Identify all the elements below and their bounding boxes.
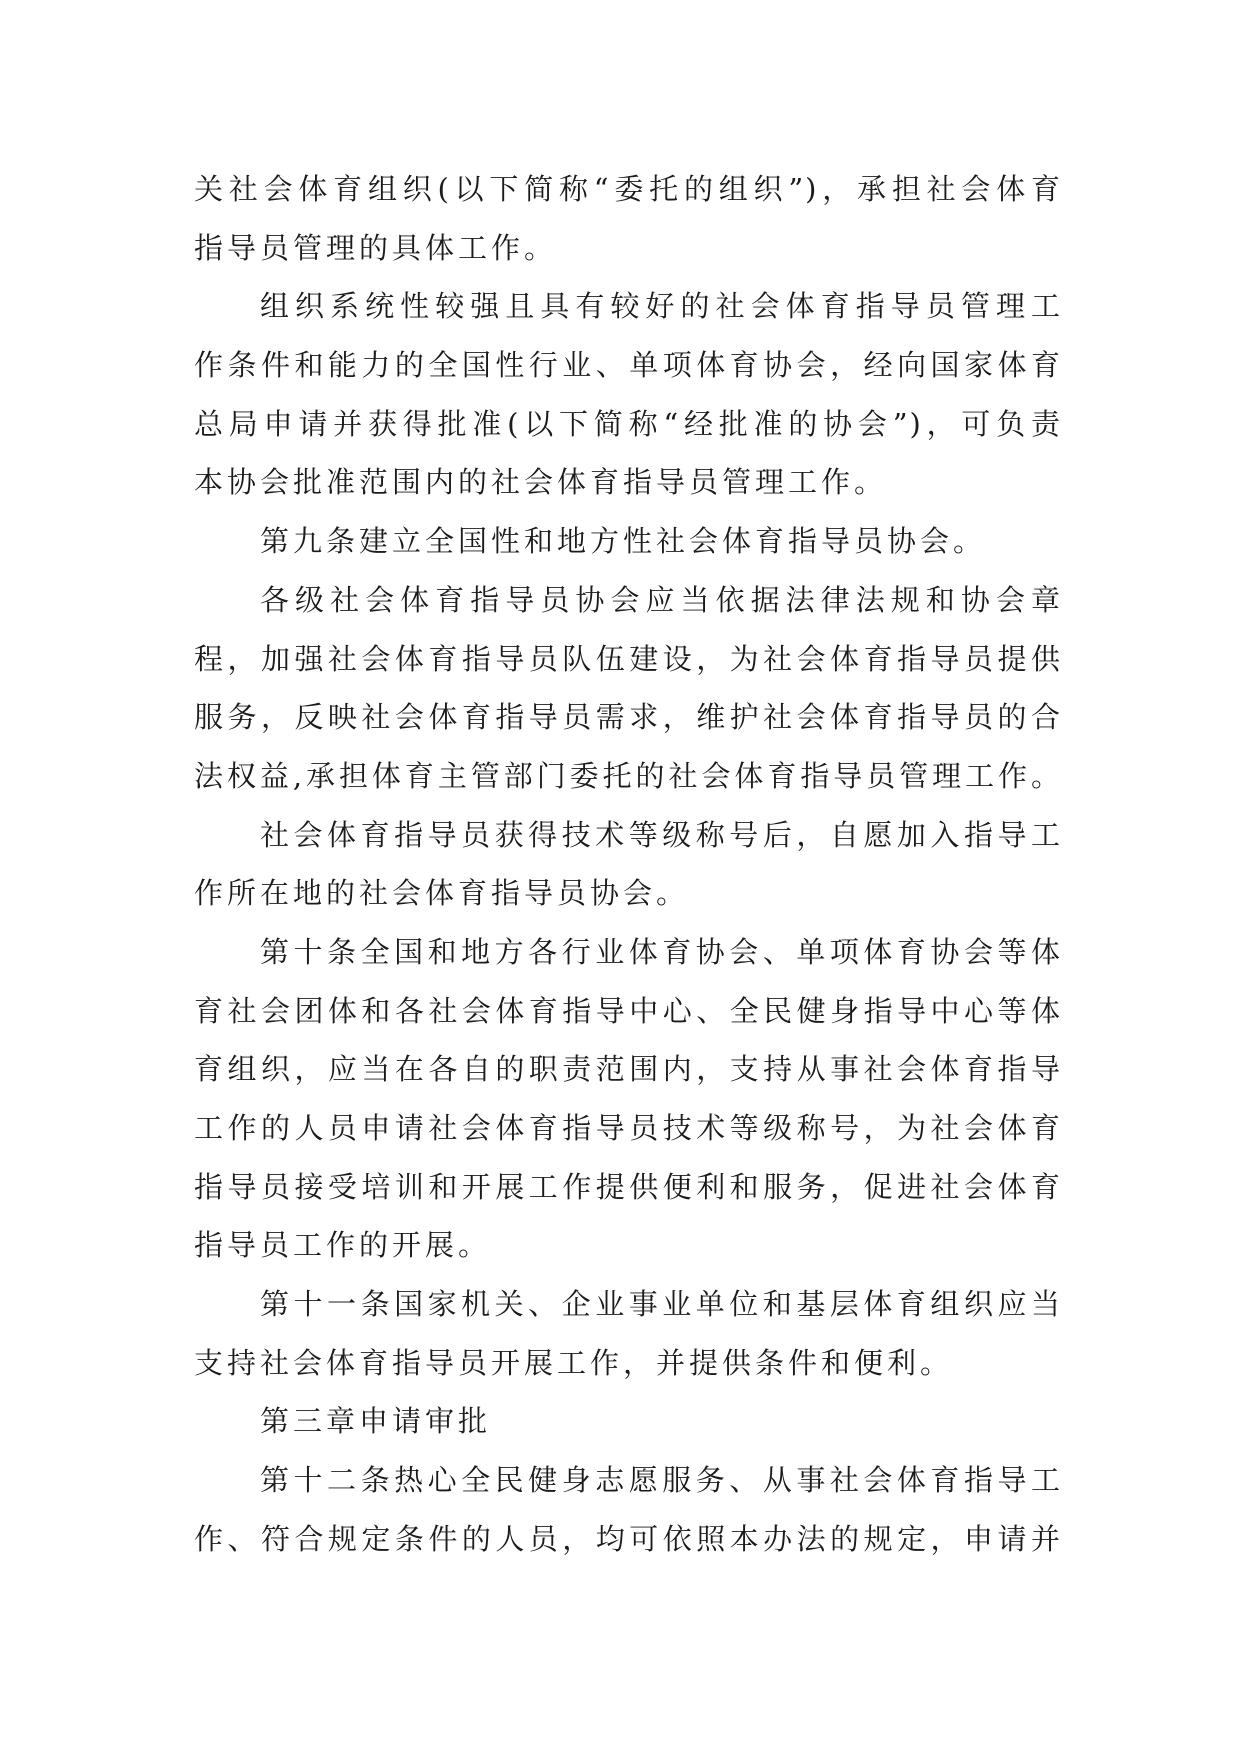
paragraph-line: 作所在地的社会体育指导员协会。 [194,876,690,911]
paragraph-line: 指导员工作的开展。 [194,1228,492,1263]
paragraph-line: 法权益,承担体育主管部门委托的社会体育指导员管理工作。 [194,758,1062,793]
paragraph-line: 指导员管理的具体工作。 [194,230,558,265]
paragraph [194,806,1062,923]
paragraph [194,160,1062,277]
paragraph-line: 作条件和能力的全国性行业、单项体育协会，经向国家体育 [194,348,1062,383]
paragraph-line: 各级社会体育指导员协会应当依据法律法规和协会章 [260,582,1062,617]
paragraph-line: 育组织，应当在各自的职责范围内，支持从事社会体育指导 [194,1052,1062,1087]
paragraph-line: 指导员接受培训和开展工作提供便利和服务，促进社会体育 [194,1169,1062,1204]
paragraph-line: 本协会批准范围内的社会体育指导员管理工作。 [194,465,888,500]
paragraph-line: 组织系统性较强且具有较好的社会体育指导员管理工 [260,289,1062,324]
paragraph [194,277,1062,512]
paragraph-line: 工作的人员申请社会体育指导员技术等级称号，为社会体育 [194,1111,1062,1145]
paragraph-line: 第九条建立全国性和地方性社会体育指导员协会。 [260,524,987,559]
paragraph [194,923,1062,1275]
paragraph [194,512,1062,571]
paragraph-line: 社会体育指导员获得技术等级称号后，自愿加入指导工 [260,817,1062,852]
paragraph-line: 第十一条国家机关、企业事业单位和基层体育组织应当 [260,1287,1062,1322]
paragraph-line: 服务，反映社会体育指导员需求，维护社会体育指导员的合 [194,700,1062,735]
document-body [194,160,1062,1569]
paragraph-line: 程，加强社会体育指导员队伍建设，为社会体育指导员提供 [194,641,1062,676]
paragraph [194,571,1062,806]
paragraph-line: 第十条全国和地方各行业体育协会、单项体育协会等体 [260,934,1062,969]
paragraph [194,1275,1062,1392]
paragraph-line: 作、符合规定条件的人员，均可依照本办法的规定，申请并 [194,1521,1062,1556]
chapter-heading [194,1392,1062,1451]
paragraph-line: 关社会体育组织(以下简称“委托的组织”)，承担社会体育 [194,172,1062,206]
paragraph-line: 第十二条热心全民健身志愿服务、从事社会体育指导工 [260,1463,1062,1498]
paragraph-line: 第三章申请审批 [260,1404,492,1439]
paragraph-line: 育社会团体和各社会体育指导中心、全民健身指导中心等体 [194,993,1062,1028]
paragraph [194,1451,1062,1568]
paragraph-line: 支持社会体育指导员开展工作，并提供条件和便利。 [194,1345,954,1380]
paragraph-line: 总局申请并获得批准(以下简称“经批准的协会”)，可负责 [194,406,1062,441]
